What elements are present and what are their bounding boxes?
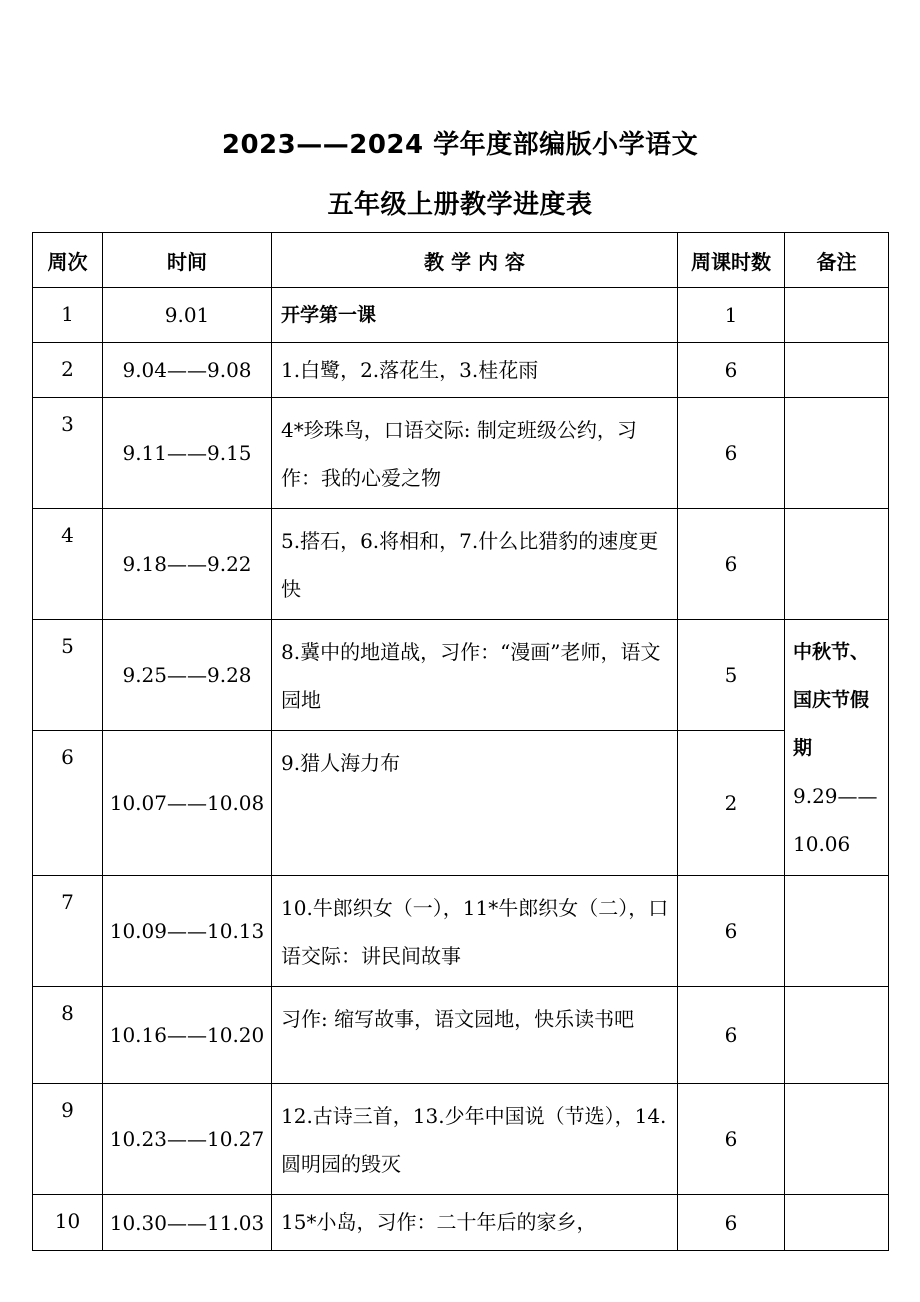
- holiday-note-line: 9.29——: [793, 784, 878, 808]
- hours-cell: 6: [678, 1195, 785, 1251]
- time-cell: 9.01: [103, 288, 272, 343]
- time-cell: 10.23——10.27: [103, 1084, 272, 1195]
- table-row: [33, 620, 889, 731]
- header-hours: 周课时数: [678, 233, 785, 288]
- note-cell: [785, 1195, 889, 1251]
- page-subtitle: 五年级上册教学进度表: [327, 190, 593, 220]
- week-cell: 9: [33, 1084, 103, 1195]
- time-cell: 10.07——10.08: [103, 731, 272, 876]
- week-cell: 7: [33, 876, 103, 987]
- note-cell: [785, 398, 889, 509]
- content-cell: 5.搭石，6.将相和，7.什么比猎豹的速度更快: [272, 509, 678, 620]
- table-row: [33, 509, 889, 620]
- note-cell: [785, 509, 889, 620]
- table-row: [33, 876, 889, 987]
- holiday-note-cell: [785, 620, 889, 876]
- week-cell: 4: [33, 509, 103, 620]
- time-cell: 9.25——9.28: [103, 620, 272, 731]
- hours-cell: 2: [678, 731, 785, 876]
- table-row: [33, 731, 889, 876]
- schedule-table: [32, 232, 889, 1251]
- header-note: 备注: [785, 233, 889, 288]
- holiday-note-line: 国庆节假: [793, 689, 870, 711]
- holiday-note-line: 中秋节、: [793, 641, 870, 663]
- table-row: [33, 987, 889, 1084]
- header-time: 时间: [103, 233, 272, 288]
- table-row: [33, 1195, 889, 1251]
- week-cell: 8: [33, 987, 103, 1084]
- hours-cell: 6: [678, 343, 785, 398]
- page-title: 2023——2024 学年度部编版小学语文: [221, 130, 699, 160]
- week-cell: 2: [33, 343, 103, 398]
- hours-cell: 6: [678, 398, 785, 509]
- content-cell: 1.白鹭，2.落花生，3.桂花雨: [272, 343, 678, 398]
- time-cell: 10.09——10.13: [103, 876, 272, 987]
- note-cell: [785, 987, 889, 1084]
- content-cell: 9.猎人海力布: [272, 731, 678, 876]
- hours-cell: 1: [678, 288, 785, 343]
- table-header-row: [33, 233, 889, 288]
- hours-cell: 6: [678, 509, 785, 620]
- time-cell: 9.18——9.22: [103, 509, 272, 620]
- table-row: [33, 1084, 889, 1195]
- week-cell: 1: [33, 288, 103, 343]
- week-cell: 5: [33, 620, 103, 731]
- header-content: 教 学 内 容: [272, 233, 678, 288]
- time-cell: 10.16——10.20: [103, 987, 272, 1084]
- note-cell: [785, 1084, 889, 1195]
- content-cell: 15*小岛，习作：二十年后的家乡，: [272, 1195, 678, 1251]
- hours-cell: 6: [678, 1084, 785, 1195]
- hours-cell: 6: [678, 876, 785, 987]
- table-row: [33, 398, 889, 509]
- content-cell: 8.冀中的地道战，习作：“漫画”老师，语文园地: [272, 620, 678, 731]
- note-cell: [785, 876, 889, 987]
- week-cell: 3: [33, 398, 103, 509]
- content-cell: 4*珍珠鸟，口语交际: 制定班级公约，习作：我的心爱之物: [272, 398, 678, 509]
- content-cell: 习作: 缩写故事，语文园地，快乐读书吧: [272, 987, 678, 1084]
- week-cell: 6: [33, 731, 103, 876]
- table-row: [33, 343, 889, 398]
- time-cell: 9.04——9.08: [103, 343, 272, 398]
- header-week: 周次: [33, 233, 103, 288]
- holiday-note-line: 期: [793, 737, 813, 759]
- week-cell: 10: [33, 1195, 103, 1251]
- note-cell: [785, 288, 889, 343]
- table-row: [33, 288, 889, 343]
- note-cell: [785, 343, 889, 398]
- holiday-note-line: 10.06: [793, 832, 851, 856]
- content-cell: 10.牛郎织女（一），11*牛郎织女（二），口语交际：讲民间故事: [272, 876, 678, 987]
- time-cell: 9.11——9.15: [103, 398, 272, 509]
- hours-cell: 6: [678, 987, 785, 1084]
- content-cell: 开学第一课: [272, 288, 678, 343]
- time-cell: 10.30——11.03: [103, 1195, 272, 1251]
- hours-cell: 5: [678, 620, 785, 731]
- content-cell: 12.古诗三首，13.少年中国说（节选），14.圆明园的毁灭: [272, 1084, 678, 1195]
